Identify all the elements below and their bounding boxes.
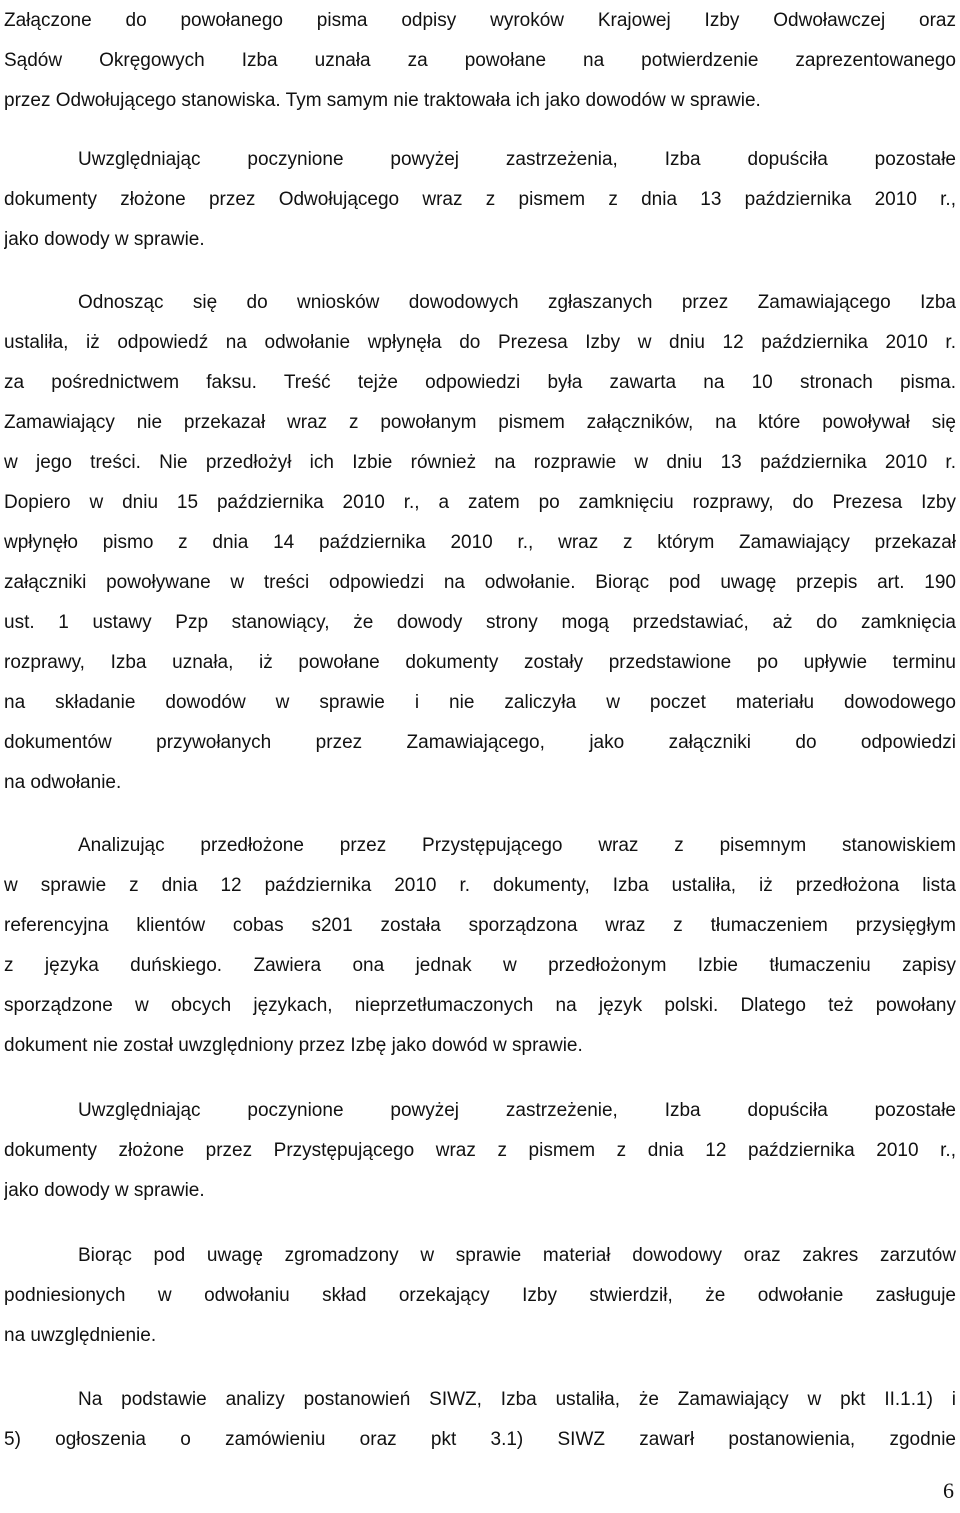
text-line: jako dowody w sprawie.	[4, 229, 205, 250]
text-line: Na podstawie analizy postanowień SIWZ, Izba ustaliła, że Zamawiający w pkt II.1.1) i	[78, 1389, 956, 1410]
text-line: na odwołanie.	[4, 772, 122, 793]
text-line: przez Odwołującego stanowiska. Tym samym nie traktowała ich jako dowodów w sprawie.	[4, 90, 761, 111]
text-line: dokumenty złożone przez Przystępującego wraz z pismem z dnia 12 października 2010 r.,	[4, 1140, 956, 1161]
text-line: dokumentów przywołanych przez Zamawiającego, jako załączniki do odpowiedzi	[4, 732, 956, 753]
text-line: Zamawiający nie przekazał wraz z powołanym pismem załączników, na które powoływał się	[4, 412, 956, 433]
paragraph-1	[4, 1, 956, 121]
paragraph-2	[4, 140, 956, 260]
text-line: z języka duńskiego. Zawiera ona jednak w przedłożonym Izbie tłumaczeniu zapisy	[4, 955, 956, 976]
text-line: Sądów Okręgowych Izba uznała za powołane na potwierdzenie zaprezentowanego	[4, 50, 956, 71]
text-line: załączniki powoływane w treści odpowiedzi na odwołanie. Biorąc pod uwagę przepis art. 190	[4, 572, 956, 593]
text-line: w jego treści. Nie przedłożył ich Izbie również na rozprawie w dniu 13 października 2010 r.	[4, 452, 956, 473]
text-line: za pośrednictwem faksu. Treść tejże odpowiedzi była zawarta na 10 stronach pisma.	[4, 372, 956, 393]
text-line: Uwzględniając poczynione powyżej zastrzeżenie, Izba dopuściła pozostałe	[78, 1100, 956, 1121]
text-line: Odnosząc się do wniosków dowodowych zgłaszanych przez Zamawiającego Izba	[78, 292, 956, 313]
text-line: dokumenty złożone przez Odwołującego wraz z pismem z dnia 13 października 2010 r.,	[4, 189, 956, 210]
text-line: rozprawy, Izba uznała, iż powołane dokumenty zostały przedstawione po upływie terminu	[4, 652, 956, 673]
text-line: ust. 1 ustawy Pzp stanowiący, że dowody strony mogą przedstawiać, aż do zamknięcia	[4, 612, 956, 633]
paragraph-4	[4, 826, 956, 1066]
paragraph-3	[4, 283, 956, 803]
page-number: 6	[943, 1478, 954, 1503]
text-line: podniesionych w odwołaniu skład orzekający Izby stwierdził, że odwołanie zasługuje	[4, 1285, 956, 1306]
text-line: Dopiero w dniu 15 października 2010 r., a zatem po zamknięciu rozprawy, do Prezesa Izby	[4, 492, 956, 513]
text-line: na uwzględnienie.	[4, 1325, 157, 1346]
text-line: jako dowody w sprawie.	[4, 1180, 205, 1201]
text-line: Biorąc pod uwagę zgromadzony w sprawie materiał dowodowy oraz zakres zarzutów	[78, 1245, 956, 1266]
text-line: 5) ogłoszenia o zamówieniu oraz pkt 3.1) SIWZ zawarł postanowienia, zgodnie	[4, 1429, 956, 1450]
paragraph-7	[4, 1380, 956, 1460]
text-line: Analizując przedłożone przez Przystępującego wraz z pisemnym stanowiskiem	[78, 835, 956, 856]
text-line: na składanie dowodów w sprawie i nie zaliczyła w poczet materiału dowodowego	[4, 692, 956, 713]
text-line: Uwzględniając poczynione powyżej zastrzeżenia, Izba dopuściła pozostałe	[78, 149, 956, 170]
paragraph-5	[4, 1091, 956, 1211]
text-line: ustaliła, iż odpowiedź na odwołanie wpłynęła do Prezesa Izby w dniu 12 października 2010 r.	[4, 332, 956, 353]
text-line: wpłynęło pismo z dnia 14 października 2010 r., wraz z którym Zamawiający przekazał	[4, 532, 956, 553]
text-line: dokument nie został uwzględniony przez Izbę jako dowód w sprawie.	[4, 1035, 583, 1056]
text-line: Załączone do powołanego pisma odpisy wyroków Krajowej Izby Odwoławczej oraz	[4, 10, 956, 31]
paragraph-6	[4, 1236, 956, 1356]
text-line: w sprawie z dnia 12 października 2010 r. dokumenty, Izba ustaliła, iż przedłożona lista	[4, 875, 956, 896]
text-line: referencyjna klientów cobas s201 została sporządzona wraz z tłumaczeniem przysięgłym	[4, 915, 956, 936]
text-line: sporządzone w obcych językach, nieprzetłumaczonych na język polski. Dlatego też powołany	[4, 995, 956, 1016]
